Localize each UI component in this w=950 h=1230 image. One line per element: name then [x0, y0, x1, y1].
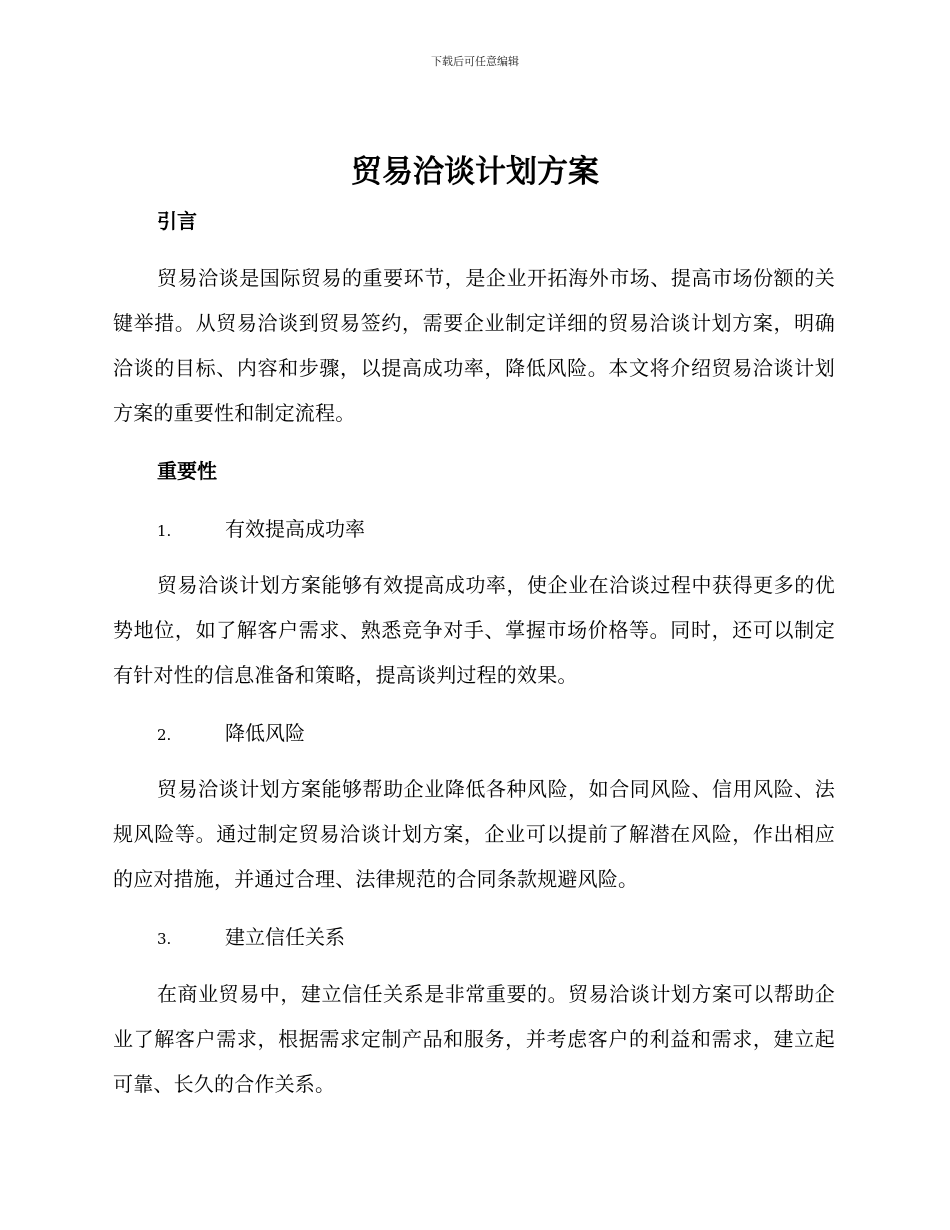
intro-paragraph: 贸易洽谈是国际贸易的重要环节，是企业开拓海外市场、提高市场份额的关键举措。从贸易洽谈到贸易签约，需要企业制定详细的贸易洽谈计划方案，明确洽谈的目标、内容和步骤，以提高成功率，降低风险。本文将介绍贸易洽谈计划方案的重要性和制定流程。 — [113, 266, 835, 425]
intro-heading: 引言 — [157, 209, 197, 233]
list-item-number: 2. — [157, 726, 172, 744]
importance-heading: 重要性 — [157, 459, 217, 483]
list-item-3-paragraph: 在商业贸易中，建立信任关系是非常重要的。贸易洽谈计划方案可以帮助企业了解客户需求，根据需求定制产品和服务，并考虑客户的利益和需求，建立起可靠、长久的合作关系。 — [113, 982, 835, 1096]
list-item-title: 降低风险 — [225, 721, 305, 745]
list-item-3 — [157, 922, 345, 954]
list-item-title: 建立信任关系 — [225, 925, 345, 949]
list-item-2 — [157, 718, 305, 750]
document-title: 贸易洽谈计划方案 — [351, 154, 599, 190]
list-item-1-paragraph: 贸易洽谈计划方案能够有效提高成功率，使企业在洽谈过程中获得更多的优势地位，如了解客户需求、熟悉竞争对手、掌握市场价格等。同时，还可以制定有针对性的信息准备和策略，提高谈判过程的效果。 — [113, 573, 835, 687]
list-item-1 — [157, 514, 365, 546]
list-item-2-paragraph: 贸易洽谈计划方案能够帮助企业降低各种风险，如合同风险、信用风险、法规风险等。通过制定贸易洽谈计划方案，企业可以提前了解潜在风险，作出相应的应对措施，并通过合理、法律规范的合同条款规避风险。 — [113, 777, 835, 891]
list-item-number: 3. — [157, 930, 172, 948]
list-item-number: 1. — [157, 522, 172, 540]
header-note: 下载后可任意编辑 — [431, 55, 519, 68]
list-item-title: 有效提高成功率 — [225, 517, 365, 541]
